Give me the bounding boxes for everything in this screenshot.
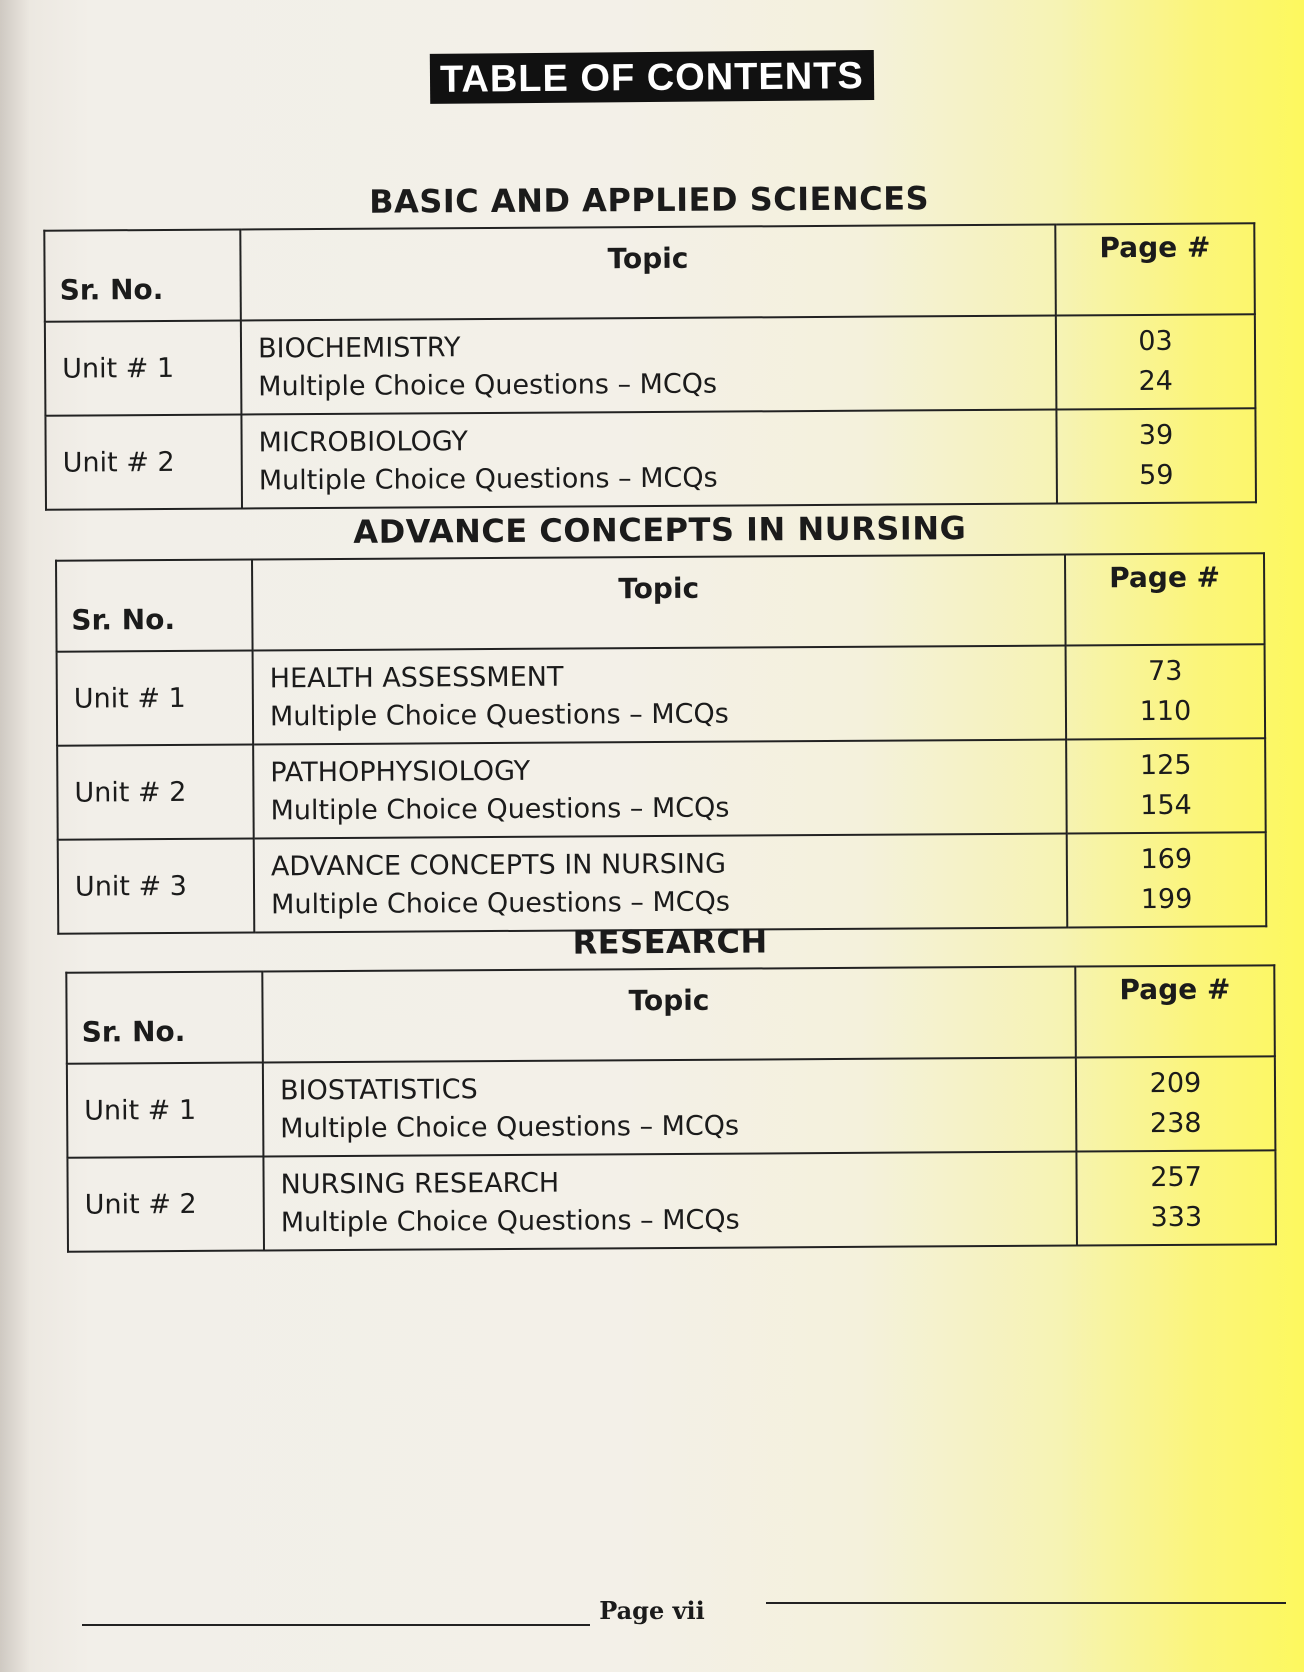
table-row [57, 644, 1266, 745]
column-header-page: Page # [1075, 965, 1275, 1057]
topic-mcq: Multiple Choice Questions – MCQs [258, 462, 718, 497]
topic-cell [241, 316, 1057, 415]
topic-cell [253, 740, 1067, 839]
table-header-row [44, 223, 1255, 321]
table-header-row [66, 965, 1275, 1063]
topic-title: HEALTH ASSESSMENT [269, 661, 564, 695]
page-number-mcq: 154 [1140, 789, 1192, 822]
page-number-topic: 73 [1147, 655, 1183, 688]
table-header-row [56, 553, 1265, 651]
topic-cell [254, 834, 1068, 933]
topic-title: MICROBIOLOGY [258, 426, 468, 459]
page-title: TABLE OF CONTENTS [430, 50, 874, 104]
page-cell [1066, 644, 1266, 739]
topic-title: BIOCHEMISTRY [257, 332, 461, 365]
toc-table [65, 964, 1277, 1252]
topic-cell [253, 646, 1067, 745]
section-research [65, 918, 1277, 1252]
page-cell [1076, 1056, 1276, 1151]
page-number-mcq: 59 [1139, 459, 1174, 492]
unit-cell: Unit # 2 [45, 414, 242, 509]
unit-cell: Unit # 1 [57, 650, 254, 745]
table-row [57, 738, 1266, 839]
table-row [67, 1056, 1276, 1157]
column-header-topic: Topic [252, 555, 1066, 651]
page-cell [1056, 314, 1256, 409]
topic-mcq: Multiple Choice Questions – MCQs [258, 368, 718, 403]
section-advance-concepts-in-nursing [55, 506, 1268, 934]
section-heading: ADVANCE CONCEPTS IN NURSING [353, 509, 967, 551]
unit-cell: Unit # 3 [58, 838, 255, 933]
topic-mcq: Multiple Choice Questions – MCQs [271, 886, 731, 921]
topic-title: NURSING RESEARCH [280, 1167, 560, 1201]
page-cell [1066, 738, 1266, 833]
page-number-topic: 209 [1149, 1067, 1202, 1100]
topic-cell [241, 410, 1057, 509]
topic-mcq: Multiple Choice Questions – MCQs [280, 1204, 740, 1239]
table-row [67, 1150, 1276, 1251]
topic-title: BIOSTATISTICS [279, 1074, 478, 1107]
page-number-topic: 125 [1139, 749, 1192, 782]
column-header-sr-no: Sr. No. [66, 971, 263, 1063]
toc-table [55, 552, 1267, 934]
page-number-mcq: 199 [1140, 883, 1193, 916]
section-heading: RESEARCH [572, 922, 768, 962]
column-header-page: Page # [1065, 553, 1265, 645]
column-header-topic: Topic [262, 967, 1076, 1063]
page-number-topic: 03 [1138, 325, 1173, 358]
page-number-mcq: 110 [1139, 695, 1192, 728]
page-number-mcq: 24 [1138, 365, 1174, 398]
column-header-page: Page # [1055, 223, 1255, 315]
topic-title: PATHOPHYSIOLOGY [270, 755, 531, 789]
column-header-topic: Topic [240, 225, 1056, 321]
title-wrap [0, 52, 1304, 102]
topic-mcq: Multiple Choice Questions – MCQs [269, 698, 729, 733]
table-row [45, 408, 1256, 509]
topic-cell [263, 1152, 1077, 1251]
section-basic-applied-sciences [43, 176, 1257, 510]
page-number-mcq: 238 [1149, 1107, 1202, 1140]
unit-cell: Unit # 1 [45, 320, 242, 415]
toc-table [43, 222, 1257, 510]
column-header-sr-no: Sr. No. [44, 230, 241, 322]
page-number-mcq: 333 [1150, 1201, 1203, 1234]
page-cell [1056, 408, 1256, 503]
footer-page-number: Page vii [599, 1596, 705, 1625]
column-header-sr-no: Sr. No. [56, 559, 253, 651]
unit-cell: Unit # 1 [67, 1062, 264, 1157]
table-row [45, 314, 1256, 415]
page-number-topic: 257 [1150, 1161, 1202, 1194]
page-cell [1076, 1150, 1276, 1245]
page-number-topic: 39 [1138, 419, 1174, 452]
unit-cell: Unit # 2 [67, 1156, 264, 1251]
topic-cell [263, 1058, 1077, 1157]
page-number-topic: 169 [1140, 843, 1193, 876]
page-cell [1067, 832, 1267, 927]
topic-mcq: Multiple Choice Questions – MCQs [270, 792, 730, 827]
section-heading: BASIC AND APPLIED SCIENCES [369, 179, 930, 221]
unit-cell: Unit # 2 [57, 744, 254, 839]
topic-mcq: Multiple Choice Questions – MCQs [280, 1110, 740, 1145]
topic-title: ADVANCE CONCEPTS IN NURSING [270, 848, 727, 883]
